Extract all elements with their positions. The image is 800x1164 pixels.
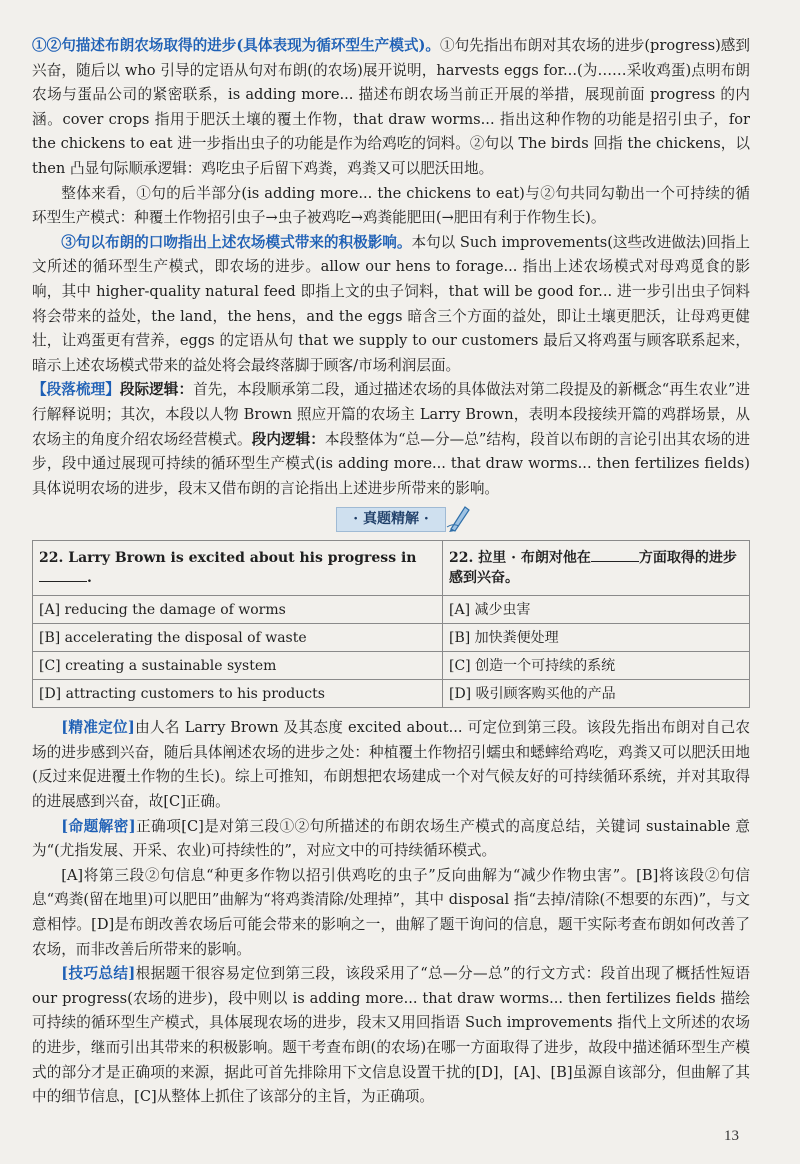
section-banner-label: · 真题精解 · <box>353 511 429 528</box>
option-b-en: [B] accelerating the disposal of waste <box>33 624 443 652</box>
option-row-c <box>33 652 750 680</box>
page-number: 13 <box>724 1128 739 1144</box>
option-a-zh: [A] 减少虫害 <box>443 596 750 624</box>
question-zh <box>443 541 750 596</box>
content-column <box>32 34 750 1110</box>
structure-text2: 本段整体为“总—分—总”结构，段首以布朗的言论引出其农场的进步，段中通过展现可持续的循环型生产模式(is adding more... that draw worms... then fertilizes fields)具体说明农场的进步，段末又借布朗的言论指出上述进步所带来的影响。 <box>32 430 750 497</box>
question-table <box>32 540 750 708</box>
skill-label: [技巧总结] <box>61 965 136 983</box>
analysis-head-3: ③句以布朗的口吻指出上述农场模式带来的积极影响。 <box>61 233 412 251</box>
question-en-before: 22. Larry Brown is excited about his progress in <box>39 550 417 567</box>
structure-label: 【段落梳理】 <box>32 381 120 399</box>
structure-para <box>32 378 750 501</box>
skill-para <box>32 962 750 1110</box>
answer-blank <box>39 568 87 582</box>
question-en-after: . <box>87 570 92 587</box>
structure-sub1: 段际逻辑： <box>119 381 194 399</box>
analysis-text-1: ①句先指出布朗对其农场的进步(progress)感到兴奋，随后以 who 引导的定语从句对布朗(的农场)展开说明，harvests eggs for...(为……采收鸡蛋)点明布朗农场与蛋品公司的紧密联系，is adding more... 描述布朗农场当前正开展的举措，展现前面 progress 的内涵。cover crops 指用于肥沃土壤的覆土作物，that draw worms... 指出这种作物的功能是招引虫子，for the chickens to eat 进一步指出虫子的功能是作为给鸡吃的饲料。②句以 The birds 回指 the chickens，以 then 凸显句际顺承逻辑：鸡吃虫子后留下鸡粪，鸡粪又可以肥沃田地。 <box>32 37 750 177</box>
option-d-zh: [D] 吸引顾客购买他的产品 <box>443 680 750 708</box>
option-row-b <box>33 624 750 652</box>
decode-label: [命题解密] <box>61 817 136 835</box>
structure-sub2: 段内逻辑： <box>251 430 325 448</box>
structure-text1: 首先，本段顺承第二段，通过描述农场的具体做法对第二段提及的新概念“再生农业”进行解释说明；其次，本段以人物 Brown 照应开篇的农场主 Larry Brown，表明本段接续开篇的鸡群场景，从农场主的角度介绍农场经营模式。 <box>32 381 750 448</box>
option-b-zh: [B] 加快粪便处理 <box>443 624 750 652</box>
question-row <box>33 541 750 596</box>
option-c-zh: [C] 创造一个可持续的系统 <box>443 652 750 680</box>
locate-text: 由人名 Larry Brown 及其态度 excited about... 可定位到第三段。该段先指出布朗对自己农场的进步感到兴奋，随后具体阐述农场的进步之处：种植覆土作物招引蠕虫和蟋蟀给鸡吃，鸡粪又可以肥沃田地(反过来促进覆土作物的生长)。综上可推知，布朗想把农场建成一个对气候友好的可持续循环系统，并对其取得的进展感到兴奋，故[C]正确。 <box>32 719 750 811</box>
decode-para <box>32 815 750 864</box>
option-row-a <box>33 596 750 624</box>
analysis-para-1 <box>32 34 750 182</box>
section-banner <box>336 507 446 532</box>
option-d-en: [D] attracting customers to his products <box>33 680 443 708</box>
option-a-en: [A] reducing the damage of worms <box>33 596 443 624</box>
question-zh-before: 22. 拉里 · 布朗对他在 <box>449 550 591 567</box>
analysis-para-2: 整体来看，①句的后半部分(is adding more... the chickens to eat)与②句共同勾勒出一个可持续的循环型生产模式：种覆土作物招引虫子→虫子被鸡吃→鸡粪能肥田(→肥田有利于作物生长)。 <box>32 184 750 227</box>
analysis-head-1: ①②句描述布朗农场取得的进步(具体表现为循环型生产模式)。 <box>32 37 440 54</box>
analysis-para-3 <box>32 231 750 379</box>
wrong-options-para: [A]将第三段②句信息“种更多作物以招引供鸡吃的虫子”反向曲解为“减少作物虫害”。[B]将该段②句信息“鸡粪(留在地里)可以肥田”曲解为“将鸡粪清除/处理掉”，其中 disposal 指“去掉/清除(不想要的东西)”，与文意相悖。[D]是布朗改善农场后可能会带来的影响之一，曲解了题干询问的信息，题干实际考查布朗如何改善了农场，而非改善后所带来的影响。 <box>32 866 750 958</box>
section-banner-wrap <box>32 507 750 533</box>
question-zh-after: 方面取得的进步感到兴奋。 <box>449 550 737 587</box>
analysis-text-3: 本句以 Such improvements(这些改进做法)回指上文所述的循环型生产模式，即农场的进步。allow our hens to forage... 指出上述农场模式对母鸡觅食的影响，其中 higher-quality natural feed 即指上文的虫子饲料，that will be good for... 进一步引出虫子饲料将会带来的益处，the land，the hens，and the eggs 暗含三个方面的益处，即让土壤更肥沃，让母鸡更健壮，让鸡蛋更有营养，eggs 的定语从句 that we supply to our customers 最后又将鸡蛋与顾客联系起来，暗示上述农场模式带来的益处将会最终落脚于顾客/市场利润层面。 <box>32 233 750 374</box>
answer-blank-zh <box>591 548 639 562</box>
locate-label: [精准定位] <box>61 719 135 737</box>
decode-text: 正确项[C]是对第三段①②句所描述的布朗农场生产模式的高度总结，关键词 sustainable 意为“(尤指发展、开采、农业)可持续性的”，对应文中的可持续循环模式。 <box>32 817 750 860</box>
pen-icon <box>445 503 471 533</box>
locate-para <box>32 716 750 814</box>
option-row-d <box>33 680 750 708</box>
skill-text: 根据题干很容易定位到第三段，该段采用了“总—分—总”的行文方式：段首出现了概括性短语 our progress(农场的进步)，段中则以 is adding more... that draw worms... then fertilizes fields 描绘可持续的循环型生产模式，具体展现农场的进步，段末又用回指语 Such improvements 指代上文所述的农场的进步，继而引出其带来的积极影响。题干考查布朗(的农场)在哪一方面取得了进步，故段中描述循环型生产模式的部分才是正确项的来源，据此可首先排除用下文信息设置干扰的[D]，[A]、[B]虽源自该部分，但曲解了其中的细节信息，[C]从整体上抓住了该部分的主旨，为正确项。 <box>32 965 750 1106</box>
question-en <box>33 541 443 596</box>
option-c-en: [C] creating a sustainable system <box>33 652 443 680</box>
